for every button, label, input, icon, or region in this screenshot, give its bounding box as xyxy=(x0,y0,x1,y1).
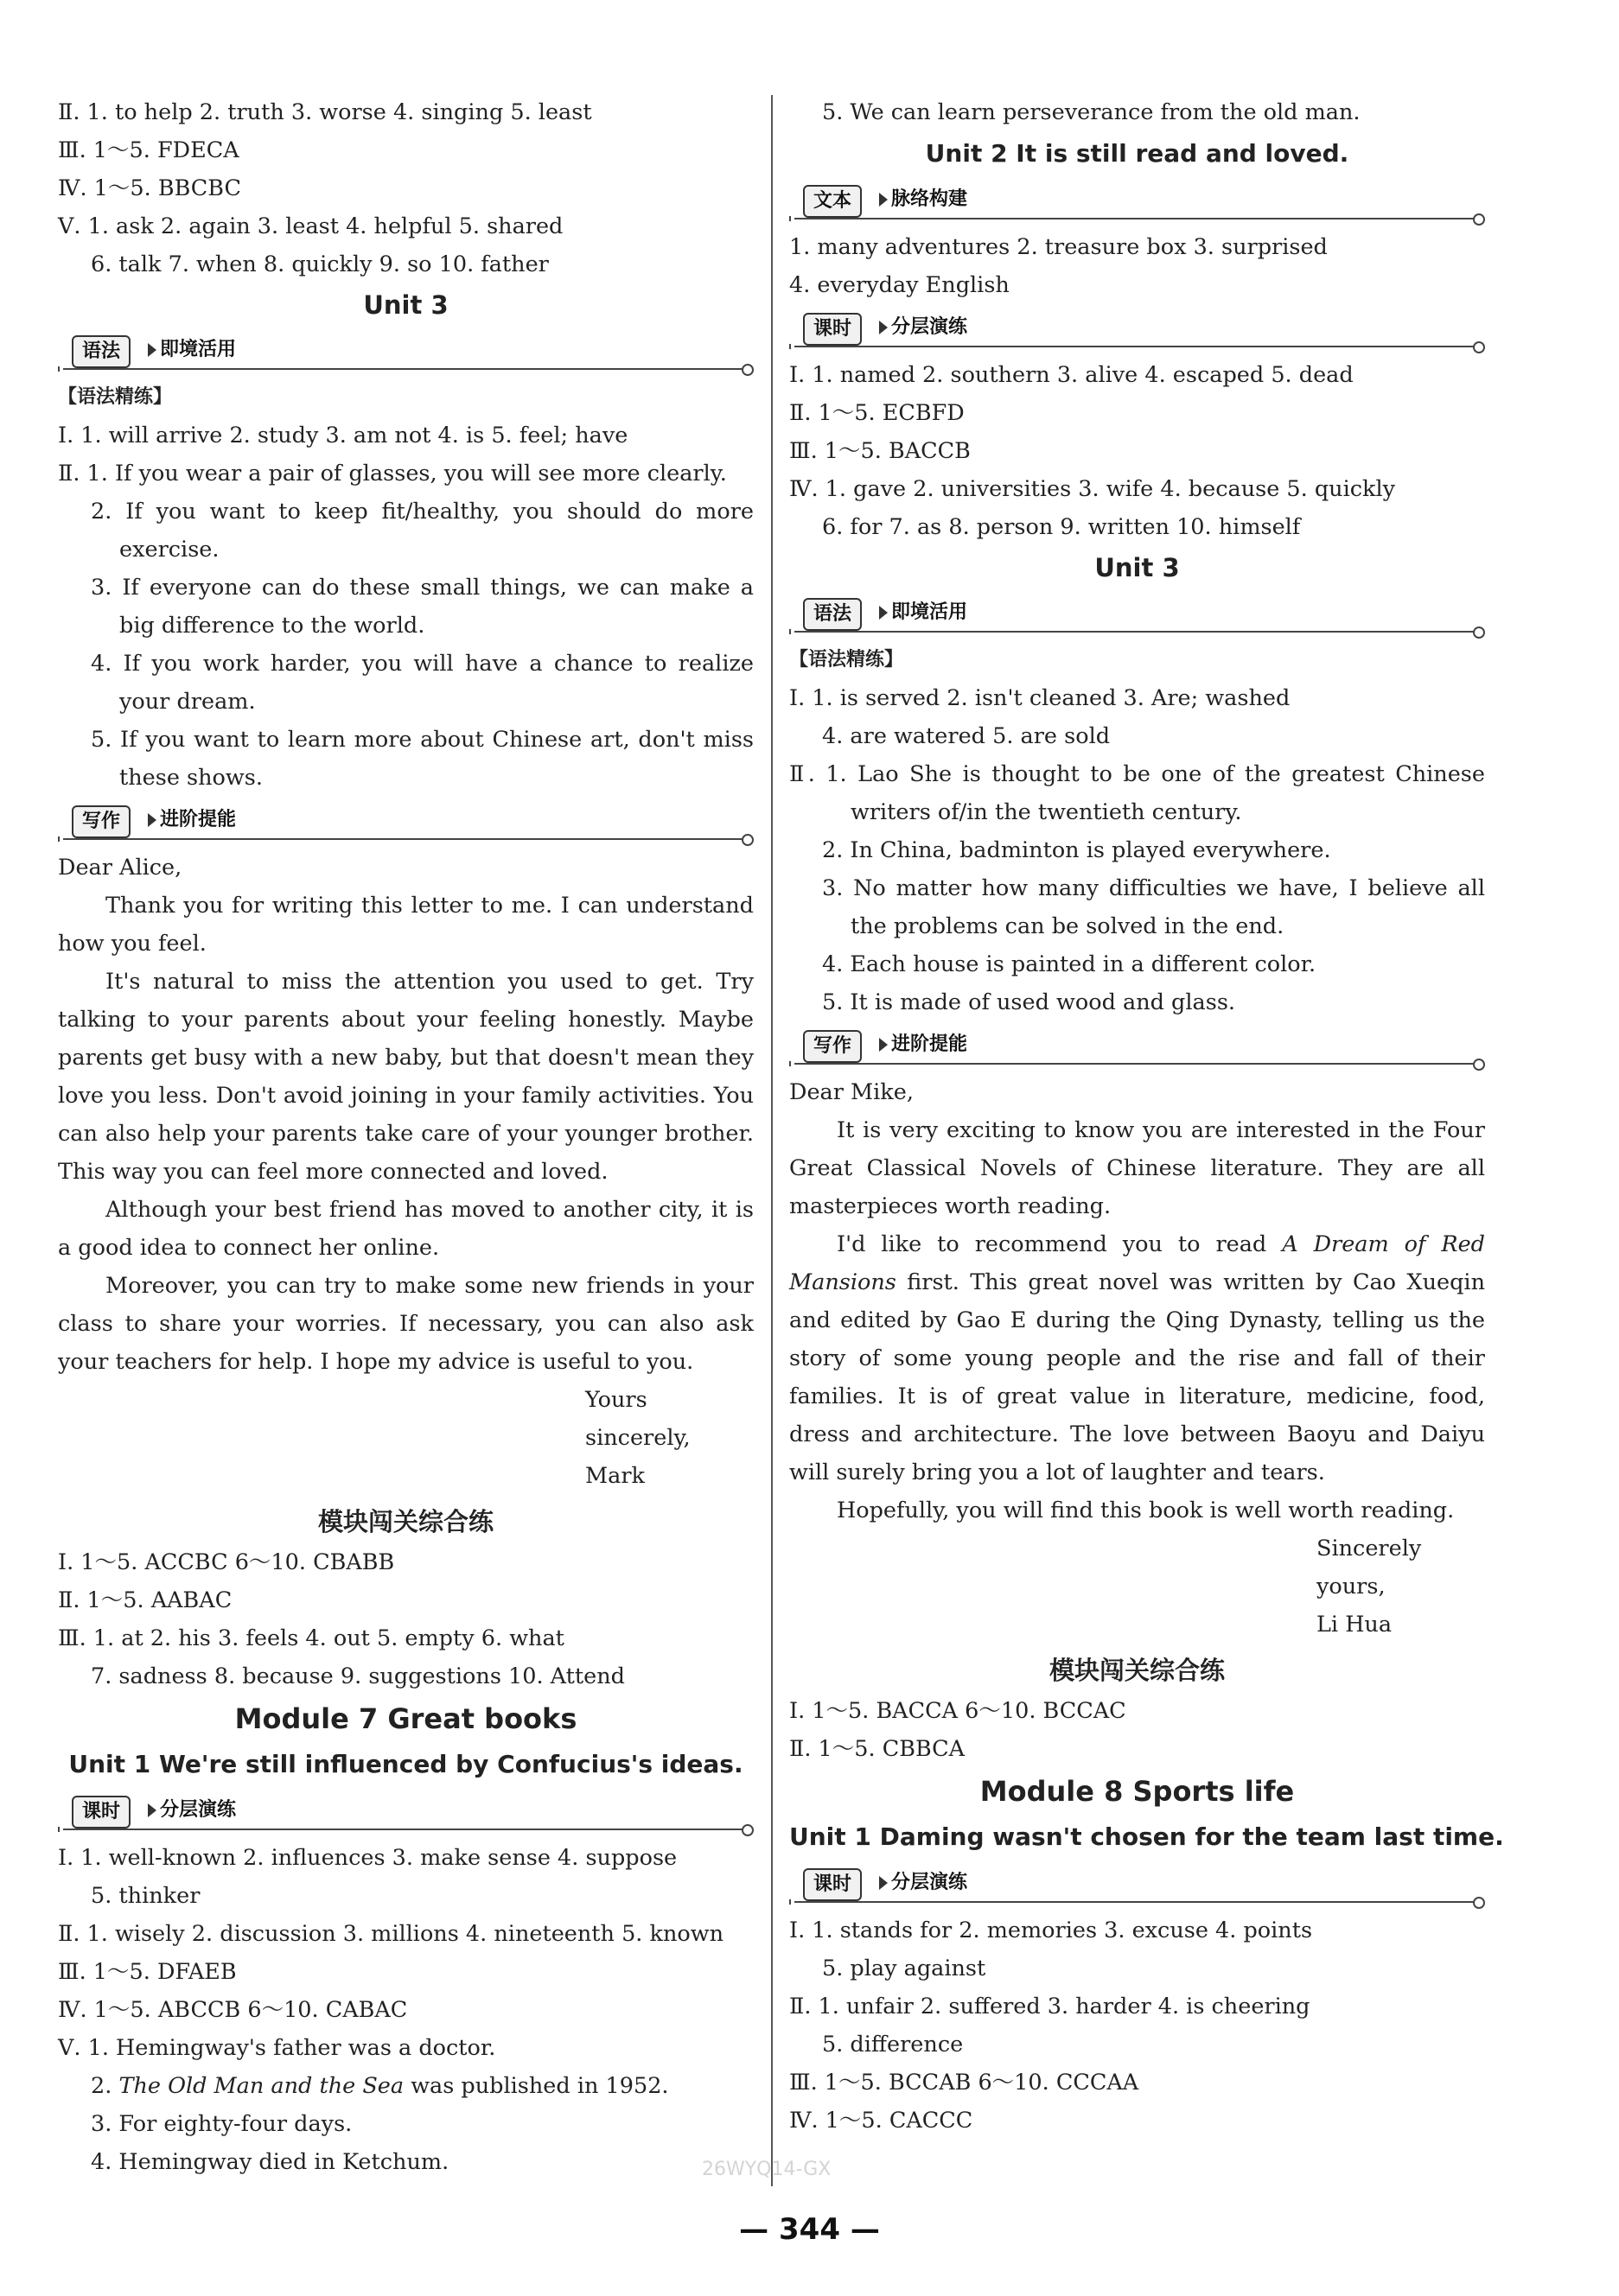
answer-line: Ⅰ. 1. well-known 2. influences 3. make sense 4. suppose xyxy=(58,1845,678,1871)
banner-tag: 课时 xyxy=(72,1796,131,1829)
answer-line: 4. If you work harder, you will have a chance to realize your dream. xyxy=(91,651,754,715)
letter-paragraph: It's natural to miss the attention you used to get. Try talking to your parents about your feeling honestly. Maybe parents get busy with a new baby, but that doesn't mean they love you less. Don't avoid joining in your family activities. You can also help your parents take care of your younger brother. This way you can feel more connected and loved. xyxy=(58,969,754,1185)
answer-line: Ⅳ. 1. gave 2. universities 3. wife 4. because 5. quickly xyxy=(789,476,1396,502)
answer-line: 3. For eighty-four days. xyxy=(91,2111,353,2137)
answer-line: Ⅱ. 1. unfair 2. suffered 3. harder 4. is cheering xyxy=(789,1994,1310,2019)
answer-line: 6. for 7. as 8. person 9. written 10. himself xyxy=(822,514,1301,540)
answer-text: was published in 1952. xyxy=(404,2073,669,2099)
banner-tag: 写作 xyxy=(803,1030,862,1063)
letter-signature: Mark xyxy=(585,1463,645,1489)
grammar-banner xyxy=(789,593,1485,639)
answer-line: 5. If you want to learn more about Chinese art, don't miss these shows. xyxy=(91,727,754,791)
module-test-title: 模块闯关综合练 xyxy=(317,1507,494,1536)
section-label: 【语法精练】 xyxy=(58,386,173,408)
grammar-banner xyxy=(58,330,754,377)
answer-line: Ⅱ. 1. wisely 2. discussion 3. millions 4. nineteenth 5. known xyxy=(58,1921,723,1947)
answer-line: Ⅱ. 1～5. ECBFD xyxy=(789,400,965,426)
answer-line: 5. difference xyxy=(822,2032,964,2057)
answer-line: Ⅰ. 1～5. BACCA 6～10. BCCAC xyxy=(789,1698,1126,1724)
answer-line: Ⅰ. 1. stands for 2. memories 3. excuse 4. points xyxy=(789,1918,1313,1943)
book-title: The Old Man and the Sea xyxy=(118,2073,405,2099)
answer-line: 6. talk 7. when 8. quickly 9. so 10. father xyxy=(91,251,549,277)
banner-subtitle: 即境活用 xyxy=(891,601,968,623)
sample-letter xyxy=(789,1073,1485,1644)
banner-tag: 语法 xyxy=(72,335,131,368)
letter-paragraph: It is very exciting to know you are interested in the Four Great Classical Novels of Chinese literature. They are all masterpieces worth reading. xyxy=(789,1117,1485,1219)
text-banner xyxy=(789,180,1485,226)
letter-text: first. This great novel was written by Cao Xueqin and edited by Gao E during the Qing Dynasty, telling us the story of some young people and the rise and fall of their families. It is of great value in literature, medicine, food, dress and architecture. The love between Baoyu and Daiyu will surely bring you a lot of laughter and tears. xyxy=(789,1269,1485,1485)
answer-line: Ⅲ. 1～5. BACCB xyxy=(789,438,971,464)
answer-line: Ⅱ. 1. If you wear a pair of glasses, you will see more clearly. xyxy=(58,461,727,487)
answer-line: 4. everyday English xyxy=(789,272,1010,298)
banner-subtitle: 分层演练 xyxy=(891,316,968,338)
answer-line: 2. In China, badminton is played everywhere. xyxy=(822,837,1331,863)
answer-line: Ⅱ. 1. Lao She is thought to be one of the greatest Chinese writers of/in the twentieth century. xyxy=(789,761,1485,825)
letter-paragraph: Although your best friend has moved to another city, it is a good idea to connect her online. xyxy=(58,1197,754,1261)
left-column xyxy=(58,93,754,2181)
arrow-icon xyxy=(148,343,156,357)
banner-tag: 文本 xyxy=(803,185,862,218)
banner-tag: 语法 xyxy=(803,598,862,631)
banner-subtitle: 进阶提能 xyxy=(891,1034,968,1055)
answer-line: Ⅱ. 1～5. CBBCA xyxy=(789,1736,966,1762)
answer-line: Ⅳ. 1～5. CACCC xyxy=(789,2108,973,2134)
arrow-icon xyxy=(879,193,888,207)
letter-closing: Sincerely yours, xyxy=(1316,1536,1422,1600)
letter-paragraph: Thank you for writing this letter to me. I can understand how you feel. xyxy=(58,893,754,957)
answer-line: Ⅳ. 1～5. ABCCB 6～10. CABAC xyxy=(58,1997,408,2023)
banner-subtitle: 脉络构建 xyxy=(891,188,968,210)
module-title: Module 7 Great books xyxy=(234,1702,577,1735)
answer-line: Ⅲ. 1～5. DFAEB xyxy=(58,1959,237,1985)
arrow-icon xyxy=(879,321,888,334)
letter-greeting: Dear Alice, xyxy=(58,855,182,881)
unit-title: Unit 3 xyxy=(363,290,449,320)
banner-subtitle: 分层演练 xyxy=(160,1799,237,1821)
answer-line: Ⅲ. 1～5. BCCAB 6～10. CCCAA xyxy=(789,2070,1139,2096)
banner-tag: 课时 xyxy=(803,1868,862,1901)
section-label: 【语法精练】 xyxy=(789,649,904,671)
answer-line: 5. play against xyxy=(822,1956,986,1981)
answer-line: 2. If you want to keep fit/healthy, you should do more exercise. xyxy=(91,499,754,563)
answer-line: 7. sadness 8. because 9. suggestions 10. Attend xyxy=(91,1663,625,1689)
column-divider xyxy=(771,95,773,2186)
letter-paragraph xyxy=(789,1225,1485,1491)
answer-line: 5. thinker xyxy=(91,1883,201,1909)
banner-subtitle: 进阶提能 xyxy=(160,809,237,830)
arrow-icon xyxy=(148,1803,156,1817)
letter-text: I'd like to recommend you to read xyxy=(837,1231,1283,1257)
writing-banner xyxy=(58,800,754,847)
letter-paragraph: Hopefully, you will find this book is well worth reading. xyxy=(837,1498,1455,1523)
answer-line: 3. No matter how many difficulties we have, I believe all the problems can be solved in the end. xyxy=(822,875,1485,939)
answer-line: Ⅴ. 1. ask 2. again 3. least 4. helpful 5. shared xyxy=(58,213,564,239)
arrow-icon xyxy=(148,813,156,827)
module-title: Module 8 Sports life xyxy=(979,1775,1295,1808)
answer-line: Ⅰ. 1. will arrive 2. study 3. am not 4. is 5. feel; have xyxy=(58,423,628,448)
answer-line: Ⅲ. 1～5. FDECA xyxy=(58,137,239,163)
unit-title: Unit 2 It is still read and loved. xyxy=(925,139,1349,168)
practice-banner xyxy=(789,308,1485,354)
answer-line: 1. many adventures 2. treasure box 3. surprised xyxy=(789,234,1328,260)
answer-line: Ⅱ. 1. to help 2. truth 3. worse 4. singing 5. least xyxy=(58,99,592,125)
practice-banner xyxy=(58,1790,754,1837)
answer-line: Ⅰ. 1～5. ACCBC 6～10. CBABB xyxy=(58,1549,395,1575)
module-test-title: 模块闯关综合练 xyxy=(1049,1656,1225,1685)
answer-line: Ⅰ. 1. named 2. southern 3. alive 4. escaped 5. dead xyxy=(789,362,1354,388)
answer-line: Ⅳ. 1～5. BBCBC xyxy=(58,175,242,201)
arrow-icon xyxy=(879,1038,888,1052)
answer-line: Ⅴ. 1. Hemingway's father was a doctor. xyxy=(58,2035,496,2061)
sample-letter xyxy=(58,849,754,1495)
book-title: A Dream of Red Mansions xyxy=(789,1231,1485,1295)
writing-banner xyxy=(789,1025,1485,1072)
answer-line xyxy=(58,2067,754,2105)
arrow-icon xyxy=(879,606,888,620)
banner-tag: 写作 xyxy=(72,805,131,838)
unit-title: Unit 1 We're still influenced by Confucius's ideas. xyxy=(68,1750,743,1778)
letter-signature: Li Hua xyxy=(1316,1612,1393,1638)
answer-line: 3. If everyone can do these small things, we can make a big difference to the world. xyxy=(91,575,754,639)
answer-line: Ⅲ. 1. at 2. his 3. feels 4. out 5. empty 6. what xyxy=(58,1625,564,1651)
letter-paragraph: Moreover, you can try to make some new friends in your class to share your worries. If necessary, you can also ask your teachers for help. I hope my advice is useful to you. xyxy=(58,1273,754,1375)
answer-line: 4. Hemingway died in Ketchum. xyxy=(91,2149,449,2175)
answer-line: 4. Each house is painted in a different color. xyxy=(822,951,1316,977)
answer-line: Ⅰ. 1. is served 2. isn't cleaned 3. Are; washed xyxy=(789,685,1291,711)
unit-title: Unit 1 Daming wasn't chosen for the team last time. xyxy=(789,1822,1504,1851)
banner-subtitle: 即境活用 xyxy=(160,339,237,360)
practice-banner xyxy=(789,1863,1485,1910)
banner-subtitle: 分层演练 xyxy=(891,1872,968,1893)
right-column xyxy=(789,93,1504,2140)
banner-tag: 课时 xyxy=(803,313,862,346)
answer-line: 5. We can learn perseverance from the old man. xyxy=(822,99,1361,125)
unit-title: Unit 3 xyxy=(1094,553,1180,582)
answer-line: 4. are watered 5. are sold xyxy=(822,723,1111,749)
answer-line: 5. It is made of used wood and glass. xyxy=(822,989,1236,1015)
page-number: — 344 — xyxy=(739,2212,880,2247)
watermark: 26WYQ14-GX xyxy=(702,2159,832,2180)
answer-line: Ⅱ. 1～5. AABAC xyxy=(58,1587,233,1613)
letter-closing: Yours sincerely, xyxy=(585,1387,691,1451)
letter-greeting: Dear Mike, xyxy=(789,1079,914,1105)
item-number: 2. xyxy=(91,2073,119,2099)
arrow-icon xyxy=(879,1876,888,1890)
